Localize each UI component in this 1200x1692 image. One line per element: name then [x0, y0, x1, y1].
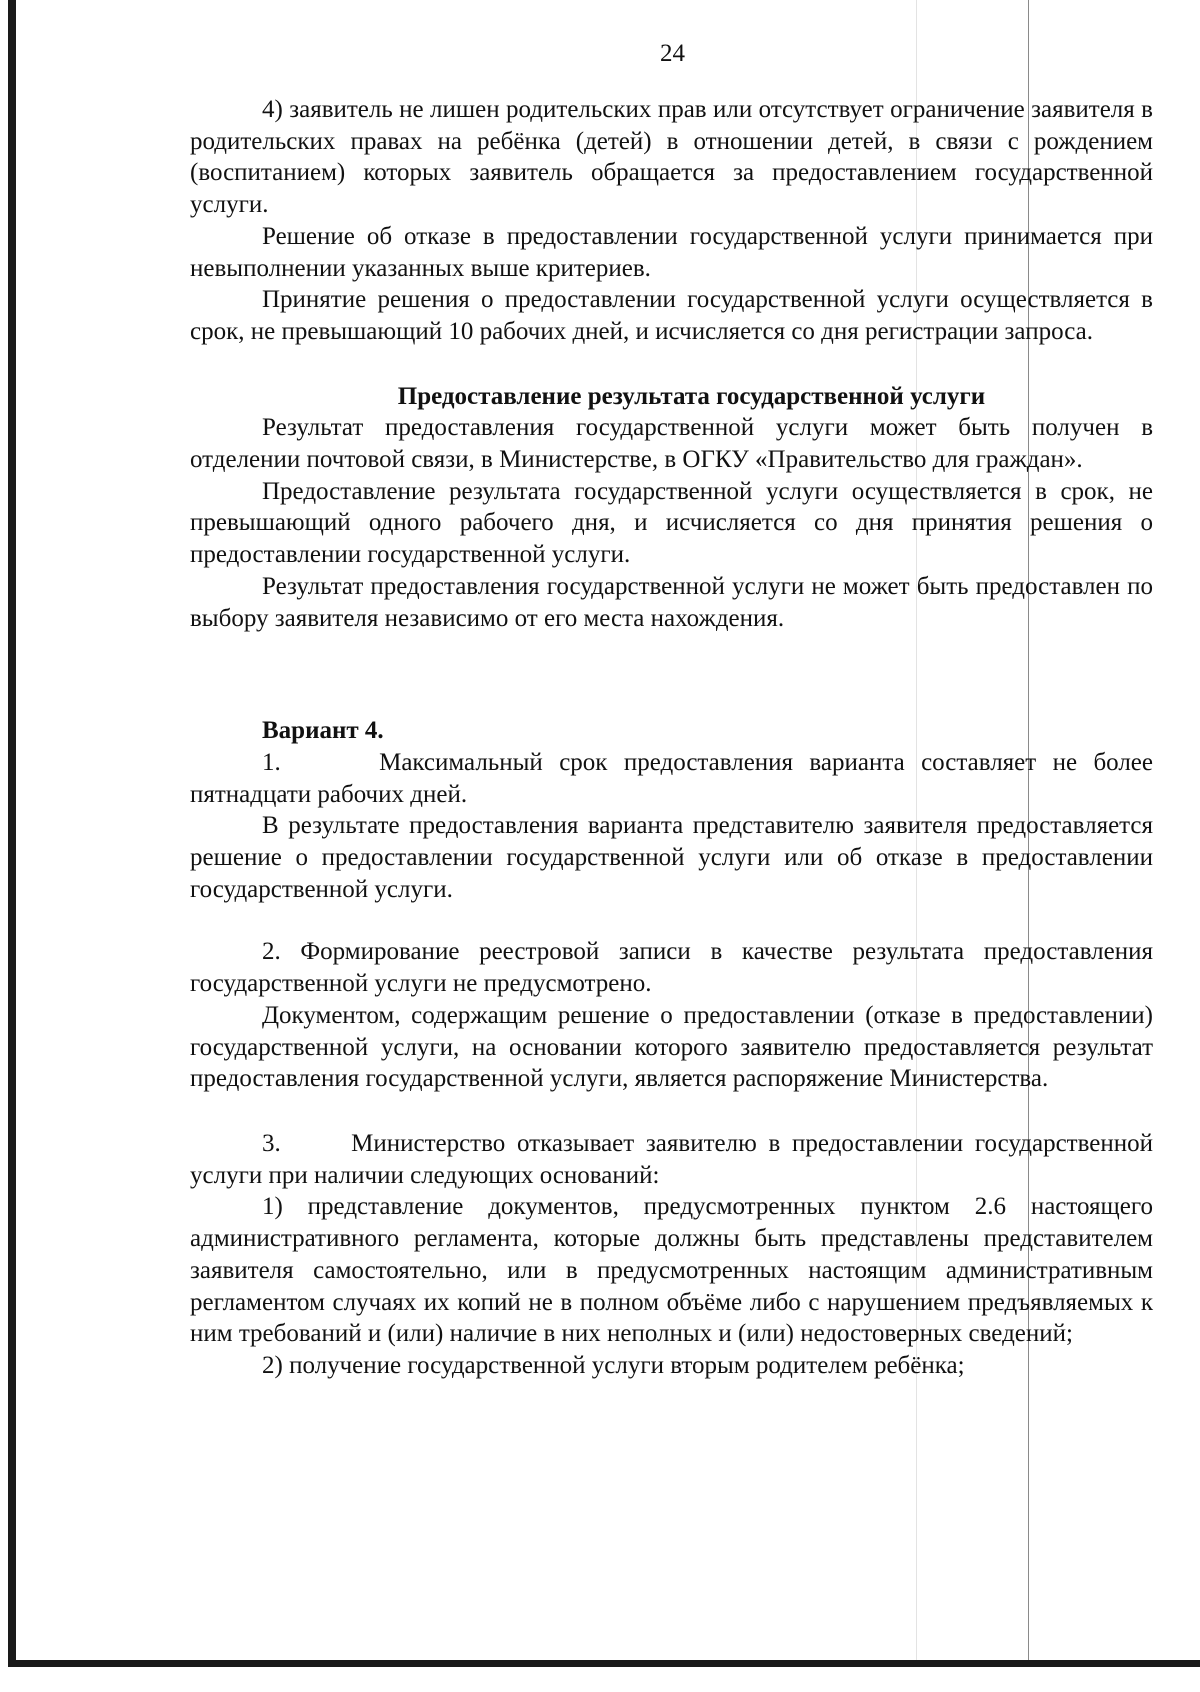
paragraph-variant-result: В результате предоставления варианта представителю заявителя предоставляется решение о предоставлении государственной услуги или об отказе в предоставлении государственной услуги. [190, 812, 1153, 903]
scan-border-bottom [8, 1660, 1200, 1667]
paragraph-refusal-decision: Решение об отказе в предоставлении государственной услуги принимается при невыполнении указанных выше критериев. [190, 222, 1153, 282]
paragraph-decision-term: Принятие решения о предоставлении государственной услуги осуществляется в срок, не превышающий 10 рабочих дней, и исчисляется со дня регистрации запроса. [190, 286, 1153, 345]
paragraph-decision-document: Документом, содержащим решение о предоставлении (отказе в предоставлении) государственной услуги, на основании которого заявителю предоставляется результат предоставления государственной услуги, является распоряжение Министерства. [190, 1001, 1153, 1093]
page-number: 24 [660, 40, 685, 67]
document-body [190, 94, 1160, 1382]
variant-heading: Вариант 4. [262, 717, 384, 745]
paragraph-criterion-4: 4) заявитель не лишен родительских прав или отсутствует ограничение заявителя в родительских правах на ребёнка (детей) в отношении детей, в связи с рождением (воспитанием) которых заявитель обращается за предоставлением государственной услуги. [190, 96, 1153, 219]
paragraph-result-location: Результат предоставления государственной услуги не может быть предоставлен по выбору заявителя независимо от его места нахождения. [190, 572, 1153, 632]
paragraph-variant-item-3: 3. Министерство отказывает заявителю в предоставлении государственной услуги при наличии следующих оснований: [190, 1129, 1160, 1189]
paragraph-variant-item-2: 2. Формирование реестровой записи в качестве результата предоставления государственной услуги не предусмотрено. [190, 938, 1153, 998]
paragraph-result-term: Предоставление результата государственной услуги осуществляется в срок, не превышающий одного рабочего дня, и исчисляется со дня принятия решения о предоставлении государственной услуги. [190, 477, 1153, 569]
section-heading-result: Предоставление результата государственной услуги [397, 382, 986, 410]
paragraph-result-delivery: Результат предоставления государственной услуги может быть получен в отделении почтовой связи, в Министерстве, в ОГКУ «Правительство для граждан». [190, 414, 1153, 474]
paragraph-ground-2: 2) получение государственной услуги вторым родителем ребёнка; [262, 1351, 965, 1379]
scan-border-left [8, 0, 16, 1667]
paragraph-variant-item-1: 1. Максимальный срок предоставления варианта составляет не более пятнадцати рабочих дней. [190, 748, 1160, 808]
paragraph-ground-1: 1) представление документов, предусмотренных пунктом 2.6 настоящего административного регламента, которые должны быть представлены представителем заявителя самостоятельно, или в предусмотренных настоящим административным регламентом случаях их копий не в полном объёме либо с нарушением предъявляемых к ним требований и (или) наличие в них неполных и (или) недостоверных сведений; [190, 1193, 1153, 1348]
